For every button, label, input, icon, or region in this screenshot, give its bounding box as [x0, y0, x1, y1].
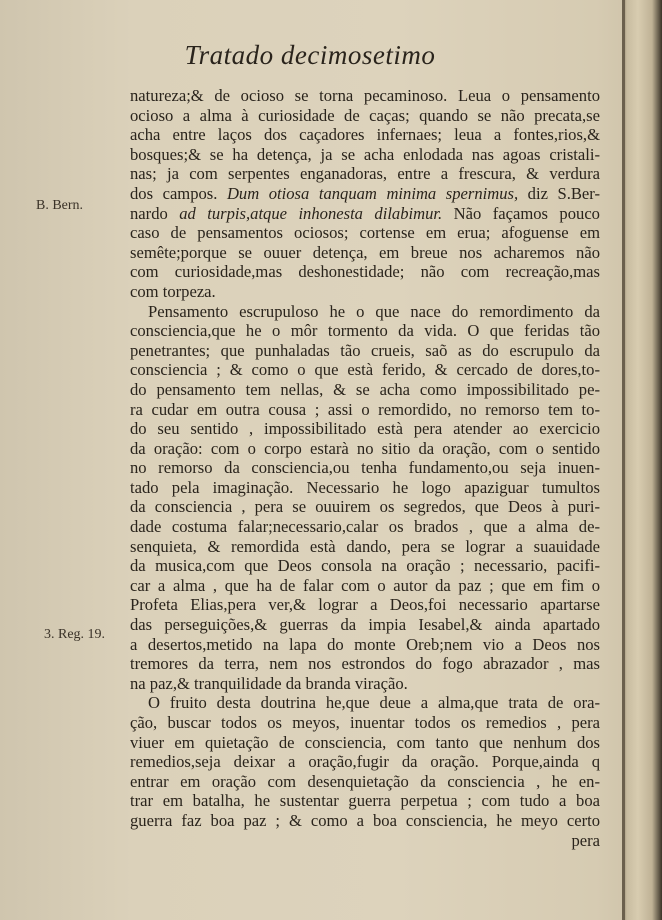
text-line	[130, 576, 600, 596]
text-segment: do pensamento tem nellas, & se acha como impossibilitado pe-	[130, 379, 600, 399]
text-segment: trar em batalha, he sustentar guerra perpetua ; com tudo a boa	[130, 791, 600, 811]
body-text	[130, 86, 600, 850]
text-segment: pera	[571, 830, 600, 850]
text-segment: nas; ja com serpentes enganadoras, entre a frescura, & verdura	[130, 164, 600, 184]
text-line	[130, 380, 600, 400]
text-segment: do seu sentido , impossibilitado està pera atender ao exercicio	[130, 419, 600, 439]
text-segment: Profeta Elias,pera ver,& lograr a Deos,foi necessario apartarse	[130, 595, 600, 615]
text-line	[130, 497, 600, 517]
text-segment: bosques;& se ha detença, ja se acha enlodada nas agoas cristali-	[130, 144, 600, 164]
text-segment: diz S.Ber-	[518, 183, 600, 203]
text-segment: com curiosidade,mas deshonestidade; não com recreação,mas	[130, 262, 600, 282]
text-line	[130, 400, 600, 420]
text-line	[130, 125, 600, 145]
margin-note-bernard: B. Bern.	[36, 198, 84, 213]
text-segment: consciencia,que he o môr tormento da vida. O que feridas tão	[130, 321, 600, 341]
text-segment: a desertos,metido na lapa do monte Oreb;nem vio a Deos nos	[130, 634, 600, 654]
text-line	[130, 164, 600, 184]
text-segment: natureza;& de ocioso se torna pecaminoso. Leua o pensamento	[130, 86, 600, 105]
text-segment: da oração: com o corpo estarà no sitio da oração, com o sentido	[130, 438, 600, 458]
text-segment: guerra faz boa paz ; & como a boa consciencia, he meyo certo	[130, 810, 600, 830]
text-line	[130, 635, 600, 655]
text-segment: Pensamento escrupuloso he o que nace do remordimento da	[148, 301, 600, 321]
text-line	[130, 106, 600, 126]
text-segment: senquieta, & remordida està dando, pera se lograr a suauidade	[130, 536, 600, 556]
text-line	[130, 360, 600, 380]
text-line	[130, 713, 600, 733]
text-segment: com torpeza.	[130, 281, 216, 301]
text-segment: da consciencia , pera se ouuirem os segredos, que Deos à puri-	[130, 497, 600, 517]
text-segment: acha entre laços dos caçadores infernaes; leua a fontes,rios,&	[130, 125, 600, 145]
text-segment: das perseguições,& guerras da impia Iesabel,& ainda apartado	[130, 615, 600, 635]
text-line	[130, 223, 600, 243]
text-line	[130, 419, 600, 439]
text-line	[130, 595, 600, 615]
text-line	[130, 341, 600, 361]
text-line	[130, 262, 600, 282]
text-line	[130, 772, 600, 792]
text-line	[130, 458, 600, 478]
text-line	[130, 752, 600, 772]
text-line	[130, 537, 600, 557]
latin-quote: ad turpis,atque inhonesta dilabimur.	[179, 203, 443, 223]
text-segment: Não façamos pouco	[442, 203, 600, 223]
text-line	[130, 302, 600, 322]
text-segment: tado pela imaginação. Necessario he logo apaziguar tumultos	[130, 477, 600, 497]
text-line	[130, 556, 600, 576]
text-line	[130, 811, 600, 831]
text-segment: tremores da terra, nem nos estrondos do fogo abrazador , mas	[130, 654, 600, 674]
text-segment: dos campos.	[130, 183, 227, 203]
text-segment: consciencia ; & como o que està ferido, & cercado de dores,to-	[130, 360, 600, 380]
page-edge	[622, 0, 662, 920]
text-line	[130, 693, 600, 713]
text-segment: O fruito desta doutrina he,que deue a alma,que trata de ora-	[148, 693, 600, 713]
text-line	[130, 674, 600, 694]
margin-note-reg: 3. Reg. 19.	[44, 627, 106, 642]
text-segment: da musica,com que Deos consola na oração ; necessario, pacifi-	[130, 556, 600, 576]
text-line	[130, 615, 600, 635]
text-segment: remedios,seja deixar a oração,fugir da oração. Porque,ainda q	[130, 752, 600, 772]
text-segment: viuer em quietação de consciencia, com tanto que nenhum dos	[130, 732, 600, 752]
text-line	[130, 204, 600, 224]
text-line	[130, 517, 600, 537]
latin-quote: Dum otiosa tanquam minima spernimus,	[226, 183, 519, 203]
text-line	[130, 86, 600, 106]
text-segment: entrar em oração com desenquietação da consciencia , he en-	[130, 771, 600, 791]
text-line	[130, 791, 600, 811]
text-line	[130, 145, 600, 165]
running-head: Tratado decimosetimo	[184, 40, 436, 70]
text-segment: ocioso a alma à curiosidade de caças; quando se não precata,se	[130, 105, 600, 125]
text-segment: caso de pensamentos ociosos; cortense em erua; afoguense em	[130, 223, 600, 243]
text-line	[130, 439, 600, 459]
text-segment: dade costuma falar;necessario,calar os brados , que a alma de-	[130, 517, 600, 537]
text-line	[130, 654, 600, 674]
text-segment: na paz,& tranquilidade da branda viração.	[130, 673, 408, 693]
text-line	[130, 243, 600, 263]
text-line	[130, 831, 600, 851]
text-segment: ra cudar em outra cousa ; assi o remordido, no remorso tem to-	[130, 399, 600, 419]
text-segment: nardo	[130, 203, 180, 223]
text-line	[130, 282, 600, 302]
text-line	[130, 321, 600, 341]
page-edge-line	[622, 0, 625, 920]
text-segment: penetrantes; que punhaladas tão crueis, saõ as do escrupulo da	[130, 340, 600, 360]
text-segment: semête;porque se ouuer detença, em breue nos acharemos não	[130, 242, 600, 262]
text-line	[130, 184, 600, 204]
text-line	[130, 478, 600, 498]
text-line	[130, 733, 600, 753]
text-segment: car a alma , que ha de falar com o autor da paz ; que em fim o	[130, 575, 600, 595]
text-segment: ção, buscar todos os meyos, inuentar todos os remedios , pera	[130, 713, 600, 732]
text-segment: no remorso da consciencia,ou tenha fundamento,ou seja inuen-	[130, 458, 600, 478]
